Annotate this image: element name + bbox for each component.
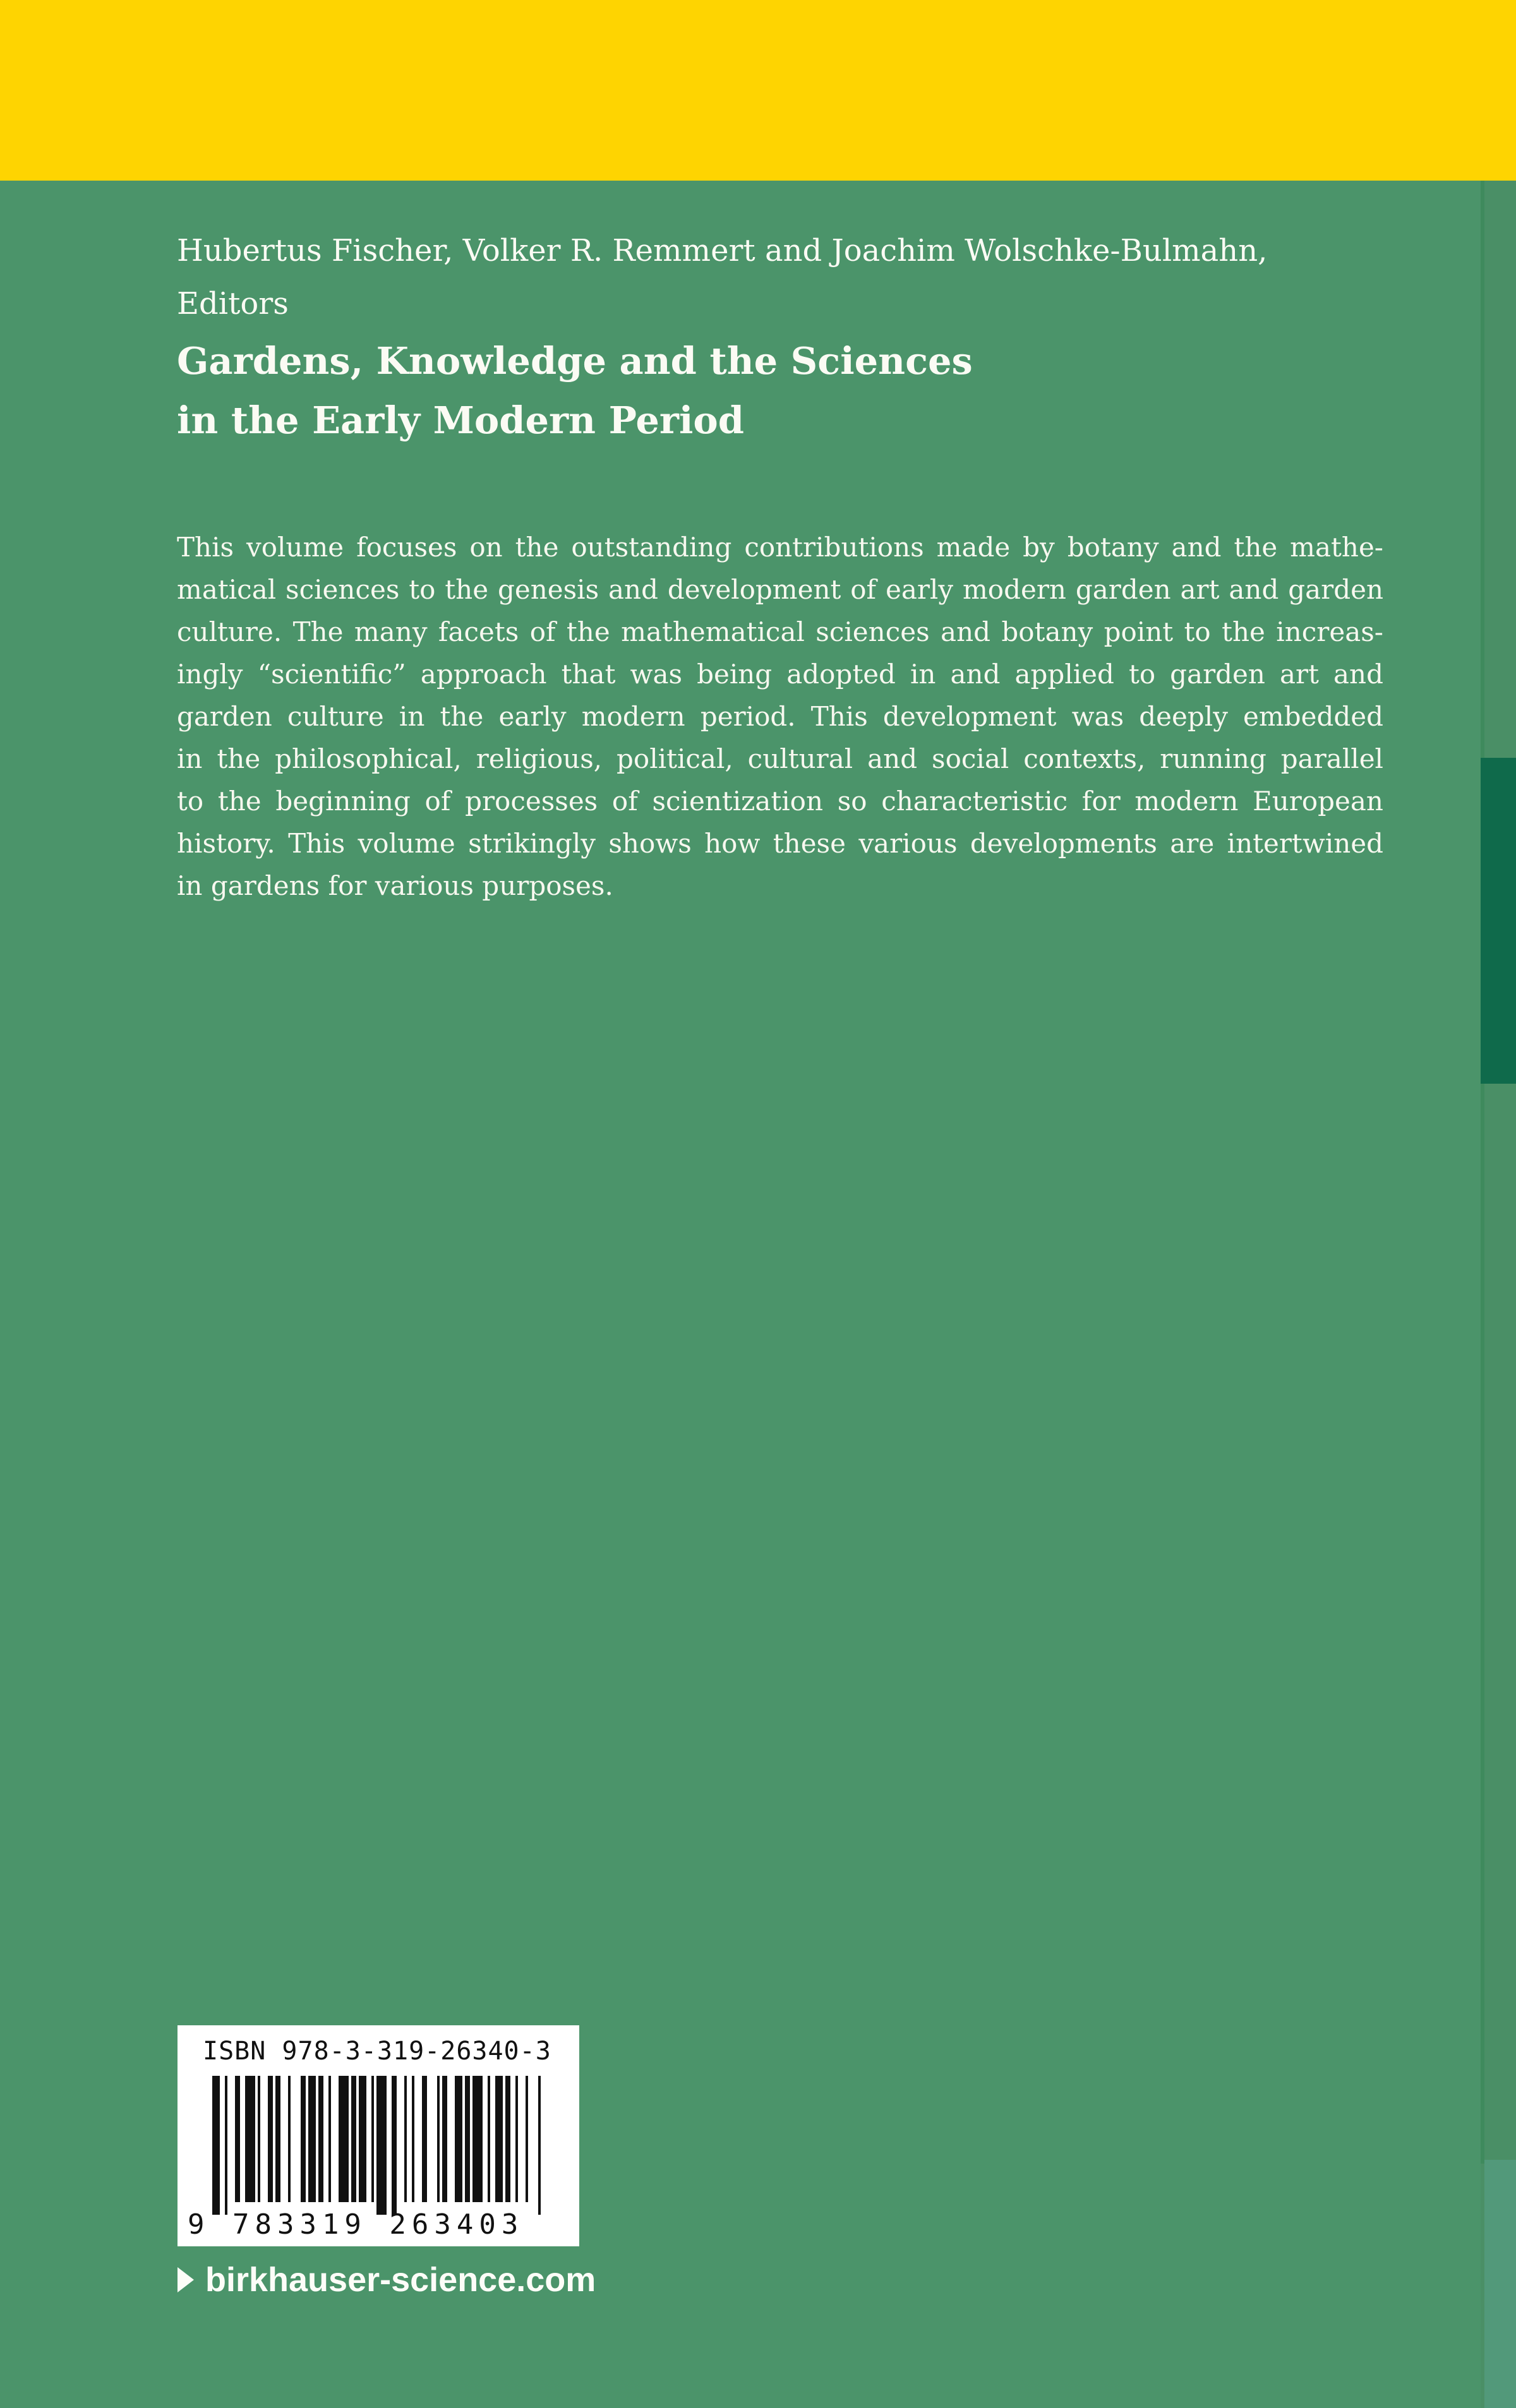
title-line-1: Gardens, Knowledge and the Sciences bbox=[177, 339, 973, 383]
editors-names: Hubertus Fischer, Volker R. Remmert and Joachim Wolschke-Bulmahn, bbox=[177, 233, 1268, 268]
barcode-bar bbox=[505, 2076, 510, 2202]
editors-label: Editors bbox=[177, 286, 289, 321]
barcode-bar bbox=[258, 2076, 260, 2202]
description-line: ingly “scientific” approach that was being adopted in and applied to garden art and bbox=[177, 659, 1383, 690]
barcode-bars bbox=[212, 2076, 541, 2215]
description-line: culture. The many facets of the mathematical sciences and botany point to the increas- bbox=[177, 616, 1383, 647]
barcode-bar bbox=[472, 2076, 483, 2202]
barcode-bar bbox=[392, 2076, 397, 2215]
yellow-top-band bbox=[0, 0, 1516, 181]
barcode-bar bbox=[455, 2076, 462, 2202]
barcode-bar bbox=[301, 2076, 306, 2202]
title-line-2: in the Early Modern Period bbox=[177, 398, 744, 442]
description-line: history. This volume strikingly shows how these various developments are intertwined bbox=[177, 828, 1383, 859]
barcode-bar bbox=[437, 2076, 440, 2202]
book-description bbox=[177, 526, 1383, 907]
barcode-bar bbox=[318, 2076, 323, 2202]
description-line: in gardens for various purposes. bbox=[177, 870, 613, 901]
barcode-bar bbox=[308, 2076, 316, 2202]
barcode-bar bbox=[495, 2076, 503, 2202]
barcode-bar bbox=[465, 2076, 470, 2202]
barcode-bar bbox=[275, 2076, 280, 2202]
barcode-bar bbox=[412, 2076, 414, 2202]
description-line: garden culture in the early modern period. This development was deeply embedded bbox=[177, 701, 1383, 732]
editors-block bbox=[177, 224, 1377, 330]
barcode-bar bbox=[422, 2076, 427, 2202]
barcode-bar bbox=[515, 2076, 518, 2202]
publisher-website-link[interactable] bbox=[177, 2258, 596, 2302]
description-line: matical sciences to the genesis and development of early modern garden art and garden bbox=[177, 574, 1383, 605]
barcode-bar bbox=[376, 2076, 387, 2215]
barcode-bar bbox=[351, 2076, 356, 2202]
barcode-bar bbox=[212, 2076, 220, 2215]
book-title bbox=[177, 332, 1377, 450]
spine-light-band bbox=[1484, 2160, 1516, 2408]
spine-dark-tab bbox=[1481, 758, 1516, 1084]
triangle-right-icon bbox=[177, 2267, 194, 2292]
barcode-bar bbox=[245, 2076, 255, 2202]
barcode-bar bbox=[404, 2076, 407, 2202]
barcode-bar bbox=[339, 2076, 349, 2202]
barcode-bar bbox=[442, 2076, 447, 2202]
publisher-website: birkhauser-science.com bbox=[205, 2261, 596, 2299]
barcode-bar bbox=[235, 2076, 240, 2202]
barcode-bar bbox=[225, 2076, 227, 2215]
barcode-bar bbox=[288, 2076, 291, 2202]
barcode-bar bbox=[526, 2076, 528, 2202]
description-line: This volume focuses on the outstanding contributions made by botany and the mathe- bbox=[177, 532, 1383, 563]
spine-edge bbox=[1481, 181, 1516, 2408]
barcode-bar bbox=[359, 2076, 366, 2202]
barcode-bar bbox=[488, 2076, 490, 2202]
barcode-bar bbox=[538, 2076, 541, 2215]
isbn-label: ISBN 978-3-319-26340-3 bbox=[203, 2037, 551, 2066]
barcode-digits: 9 783319 263403 bbox=[188, 2208, 524, 2241]
isbn-barcode bbox=[177, 2025, 579, 2246]
barcode-bar bbox=[328, 2076, 331, 2202]
description-line: in the philosophical, religious, political, cultural and social contexts, running parallel bbox=[177, 743, 1383, 774]
barcode-bar bbox=[371, 2076, 374, 2202]
barcode-bar bbox=[268, 2076, 273, 2202]
spine-hinge-line bbox=[1481, 181, 1484, 2164]
description-line: to the beginning of processes of scientization so characteristic for modern European bbox=[177, 786, 1383, 817]
